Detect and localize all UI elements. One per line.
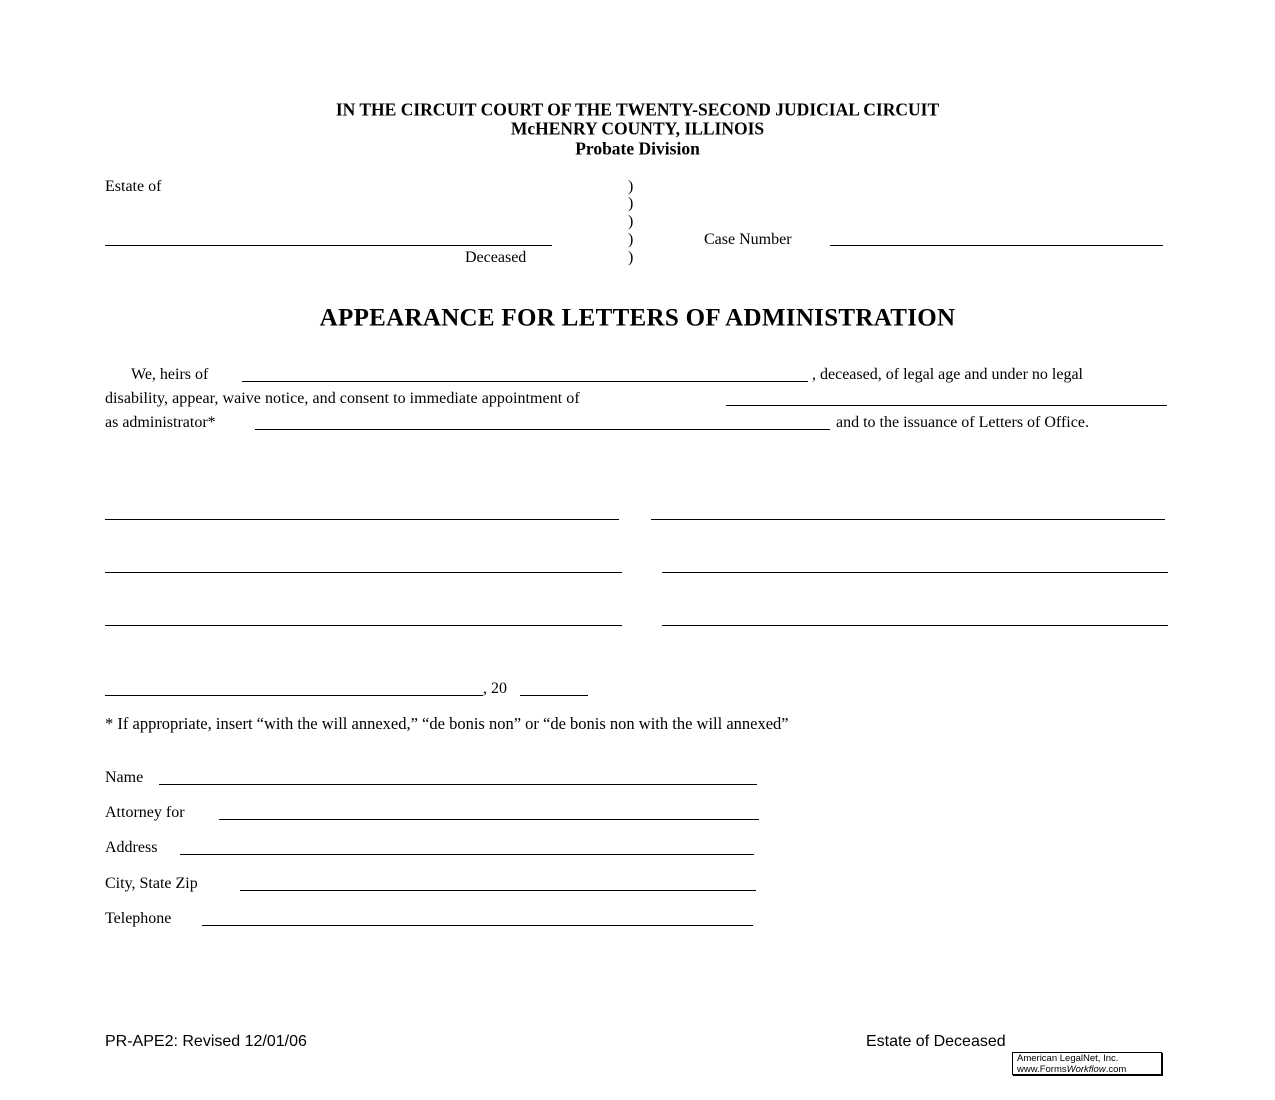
body-text: , deceased, of legal age and under no legal: [812, 366, 1083, 383]
caption-paren: ): [628, 249, 634, 266]
signature-line[interactable]: [105, 625, 622, 626]
form-title: APPEARANCE FOR LETTERS OF ADMINISTRATION: [319, 304, 956, 332]
appointee-field[interactable]: [726, 405, 1167, 406]
signature-line[interactable]: [651, 519, 1165, 520]
logo-text: .com: [1105, 1063, 1127, 1075]
body-text: and to the issuance of Letters of Office.: [836, 414, 1089, 431]
body-text: disability, appear, waive notice, and consent to immediate appointment of: [105, 390, 580, 407]
footnote: * If appropriate, insert “with the will annexed,” “de bonis non” or “de bonis non with the will annexed”: [105, 713, 789, 733]
city-state-zip-field[interactable]: [240, 890, 756, 891]
form-category: Estate of Deceased: [866, 1033, 1006, 1050]
attorney-for-field[interactable]: [219, 819, 759, 820]
attorney-field-label: Attorney for: [105, 804, 185, 821]
case-number-field[interactable]: [830, 245, 1163, 246]
logo-text: Workflow: [1066, 1063, 1106, 1075]
logo-text: www.Forms: [1017, 1063, 1067, 1075]
body-text: as administrator*: [105, 414, 216, 431]
court-header-line3: Probate Division: [575, 138, 700, 159]
attorney-field-label: City, State Zip: [105, 875, 198, 892]
administrator-type-field[interactable]: [255, 429, 830, 430]
signature-line[interactable]: [662, 572, 1168, 573]
logo-line2: [1017, 1065, 1161, 1076]
caption-paren: ): [628, 231, 634, 248]
logo-line1: American LegalNet, Inc.: [1017, 1053, 1119, 1064]
year-field[interactable]: [520, 695, 588, 696]
court-header-line2: McHENRY COUNTY, ILLINOIS: [510, 118, 765, 139]
body-text: We, heirs of: [131, 366, 209, 383]
date-field[interactable]: [105, 695, 483, 696]
signature-line[interactable]: [105, 519, 619, 520]
attorney-field-label: Telephone: [105, 910, 172, 927]
caption-paren: ): [628, 178, 634, 195]
form-id: PR-APE2: Revised 12/01/06: [105, 1033, 307, 1050]
caption-paren: ): [628, 213, 634, 230]
address-field[interactable]: [180, 854, 754, 855]
decedent-name-field[interactable]: [105, 245, 552, 246]
year-prefix: , 20: [483, 680, 507, 697]
signature-line[interactable]: [662, 625, 1168, 626]
american-legalnet-logo: [1012, 1052, 1162, 1075]
deceased-label: Deceased: [465, 249, 527, 266]
telephone-field[interactable]: [202, 925, 753, 926]
name-field[interactable]: [159, 784, 757, 785]
attorney-field-label: Address: [105, 839, 158, 856]
signature-line[interactable]: [105, 572, 622, 573]
caption-paren: ): [628, 195, 634, 212]
court-header-line1: IN THE CIRCUIT COURT OF THE TWENTY-SECOND JUDICIAL CIRCUIT: [335, 99, 940, 120]
attorney-field-label: Name: [105, 769, 144, 786]
heirs-of-field[interactable]: [242, 381, 808, 382]
estate-of-label: Estate of: [105, 178, 162, 195]
case-number-label: Case Number: [704, 231, 792, 248]
